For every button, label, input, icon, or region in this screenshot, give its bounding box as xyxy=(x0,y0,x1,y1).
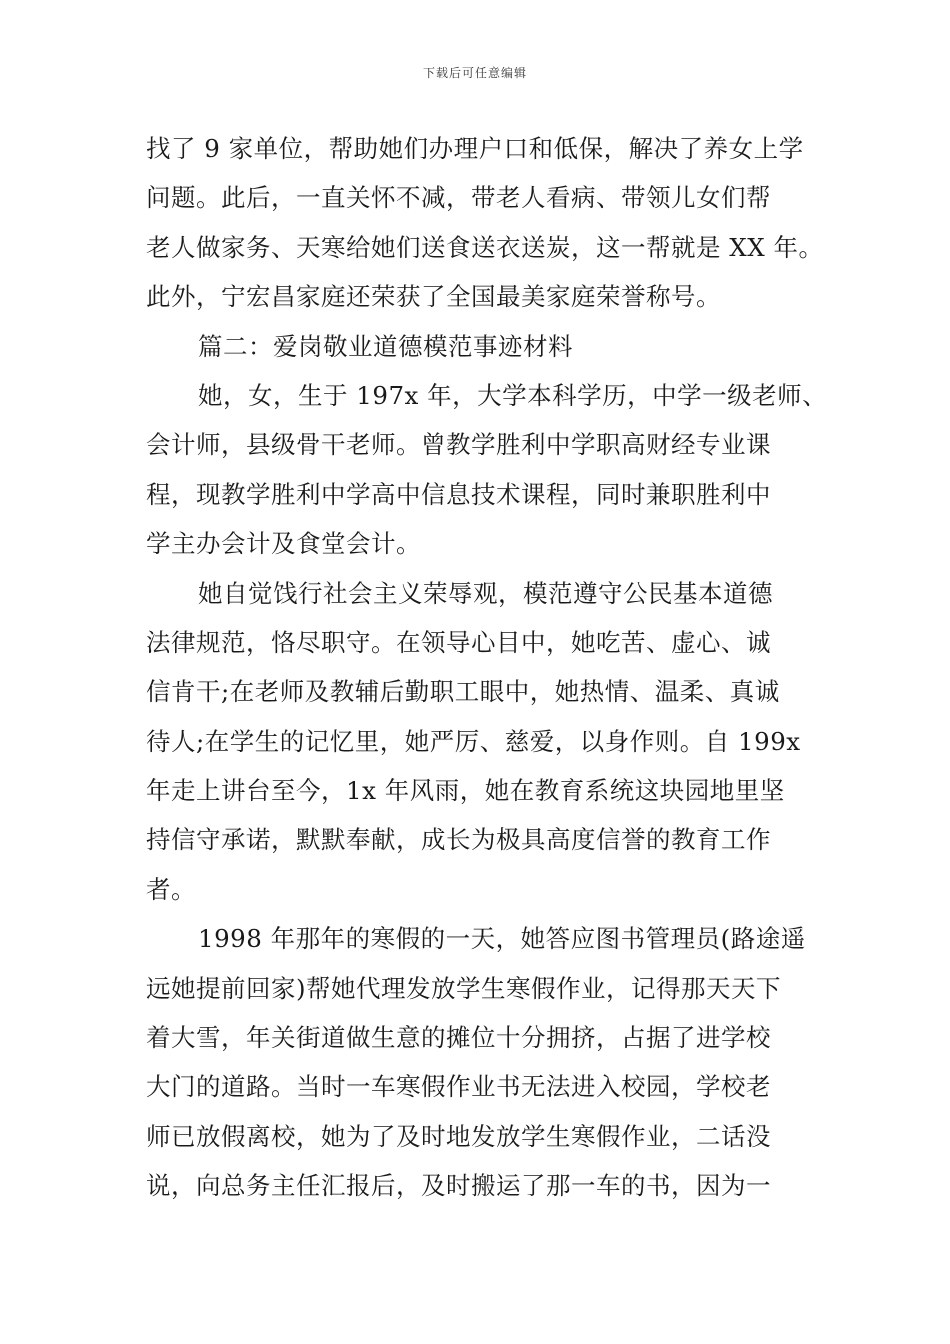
text-line: 者。 xyxy=(146,874,196,904)
text-line: 说，向总务主任汇报后，及时搬运了那一车的书，因为一 xyxy=(146,1171,771,1201)
text-line: 待人;在学生的记忆里，她严厉、慈爱，以身作则。自 199x xyxy=(146,726,801,756)
text-line: 程，现教学胜利中学高中信息技术课程，同时兼职胜利中 xyxy=(146,479,771,509)
document-body xyxy=(146,124,826,1211)
text-line: 会计师，县级骨干老师。曾教学胜利中学职高财经专业课 xyxy=(146,430,771,460)
paragraph-start: 她自觉饯行社会主义荣辱观，模范遵守公民基本道德 xyxy=(198,578,773,608)
text-line: 法律规范，恪尽职守。在领导心目中，她吃苦、虚心、诚 xyxy=(146,627,771,657)
text-line: 信肯干;在老师及教辅后勤职工眼中，她热情、温柔、真诚 xyxy=(146,677,780,707)
paragraph-start: 1998 年那年的寒假的一天，她答应图书管理员(路途遥 xyxy=(198,924,806,954)
text-line: 问题。此后，一直关怀不减，带老人看病、带领儿女们帮 xyxy=(146,183,771,213)
page-header: 下载后可任意编辑 xyxy=(422,66,527,80)
text-line: 持信守承诺，默默奉献，成长为极具高度信誉的教育工作 xyxy=(146,825,771,855)
text-line: 学主办会计及食堂会计。 xyxy=(146,529,421,559)
text-line: 老人做家务、天寒给她们送食送衣送炭，这一帮就是 XX 年。 xyxy=(146,232,824,262)
text-line: 着大雪，年关街道做生意的摊位十分拥挤，占据了进学校 xyxy=(146,1023,771,1053)
text-line: 大门的道路。当时一车寒假作业书无法进入校园，学校老 xyxy=(146,1072,771,1102)
text-line: 此外，宁宏昌家庭还荣获了全国最美家庭荣誉称号。 xyxy=(146,282,721,312)
text-line: 远她提前回家)帮她代理发放学生寒假作业，记得那天天下 xyxy=(146,973,782,1003)
text-line: 找了 9 家单位，帮助她们办理户口和低保，解决了养女上学 xyxy=(146,134,804,163)
text-line: 年走上讲台至今，1x 年风雨，她在教育系统这块园地里坚 xyxy=(146,776,785,806)
text-line: 师已放假离校，她为了及时地发放学生寒假作业，二话没 xyxy=(146,1121,771,1151)
paragraph-start: 她，女，生于 197x 年，大学本科学历，中学一级老师、 xyxy=(198,380,828,410)
section-heading: 篇二：爱岗敬业道德模范事迹材料 xyxy=(198,331,573,361)
